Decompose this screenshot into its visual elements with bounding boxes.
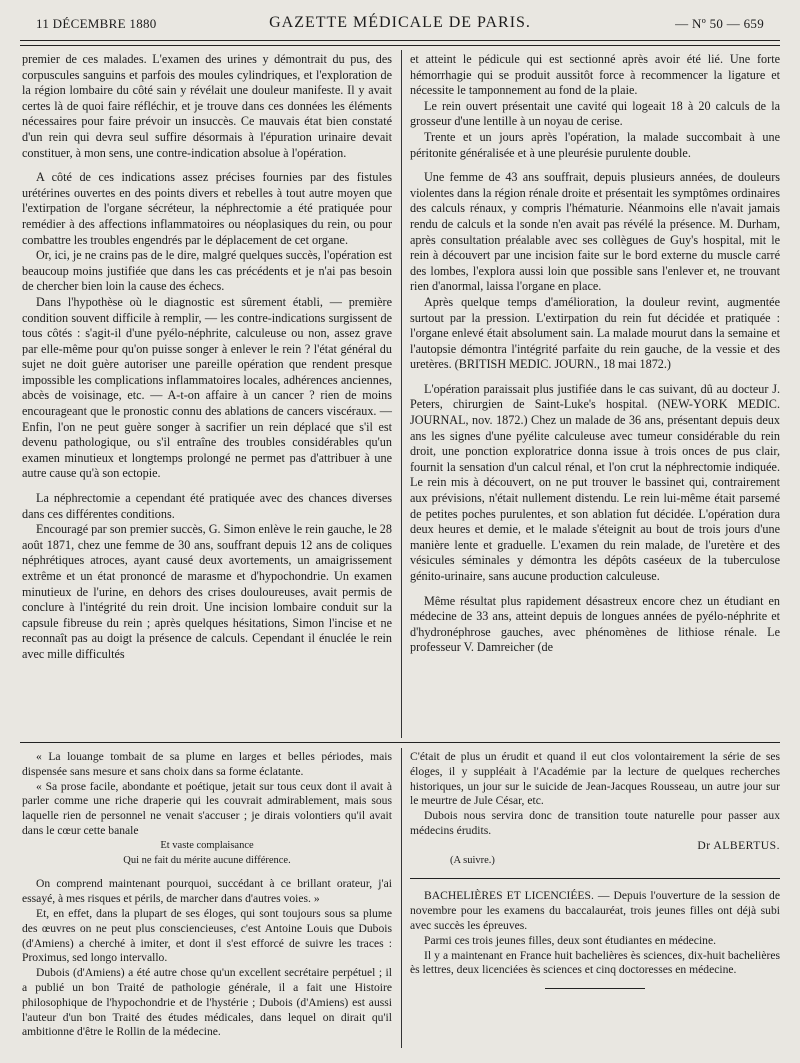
column-divider [401, 748, 402, 1048]
paragraph: On comprend maintenant pourquoi, succédant à ce brillant orateur, j'ai essayé, à mes risques et périls, de marcher dans d'autres voies. » [22, 877, 392, 906]
article-column-right [410, 52, 780, 656]
paragraph: Dubois nous servira donc de transition toute naturelle pour passer aux médecins érudits. [410, 809, 780, 837]
page-header [36, 10, 764, 36]
to-be-continued: (A suivre.) [450, 854, 495, 866]
paragraph: Après quelque temps d'amélioration, la douleur revint, augmentée surtout par la pression. L'extirpation du rein fut décidée et pratiquée : l'organe enlevé était absolument sain. La malade mourut dans la semaine et l'autopsie démontra l'intégrité parfaite du rein gauche, de la vessie et des uretères. (BRITISH MEDIC. JOURN., 18 mai 1872.) [410, 294, 780, 372]
issue-date: 11 DÉCEMBRE 1880 [36, 16, 157, 31]
column-divider [401, 50, 402, 738]
paragraph: A côté de ces indications assez précises fournies par des fistules urétérines ouvertes en des points divers et rebelles à tout autre moyen que l'extirpation de l'organe sécréteur, la néphrectomie a été pratiquée pour remédier à des affections inflammatoires ou néoplasiques du rein, ou pour combattre les troubles engendrés par le déplacement de cet organe. [22, 170, 392, 247]
paragraph: premier de ces malades. L'examen des urines y démontrait du pus, des corpuscules sanguins et parfois des moules cylindriques, et l'exploration de la région lombaire du côté sain y révélait une douleur manifeste. Il y avait certes là de quoi faire réfléchir, et je trouve dans ces données les éléments nécessaires pour faire prévoir un insuccès. Ce mauvais état bien constaté d'un rein qui devra seul suffire désormais à l'épuration urinaire devait constituer, à mon sens, une contre-indication absolue à l'opération. [22, 52, 392, 160]
author-signature: Dr ALBERTUS. [697, 838, 780, 852]
feuilleton-column-left [22, 750, 392, 1040]
paragraph: et atteint le pédicule qui est sectionné après avoir été lié. Une forte hémorrhagie qui se produit aussitôt force à recommencer la ligature et nécessite le tamponnement au fond de la plaie. [410, 52, 780, 98]
header-rule [20, 40, 780, 46]
closing-rule [545, 988, 645, 989]
paragraph: « Sa prose facile, abondante et poétique, jetait sur tous ceux dont il avait à parler comme une riche draperie qui les couvrait admirablement, mais sous laquelle rien de personnel ne venait s'accuser ; je dirais volontiers qu'il avait dans le cœur cette banale [22, 779, 392, 837]
paragraph: L'opération paraissait plus justifiée dans le cas suivant, dû au docteur J. Peters, chirurgien de Saint-Luke's hospital. (NEW-YORK MEDIC. JOURNAL, nov. 1872.) Chez un malade de 36 ans, présentant depuis deux ans les signes d'une pyélite calculeuse avec tumeur considérable du rein droit, une ponction exploratrice donna issue à trois onces de pus clair, fournit la sensation d'un calcul rénal, et l'on crut la néphrectomie indiquée. Le rein mis à découvert, on ne put trouver le bassinet qui, contrairement aux prévisions, n'était nullement distendu. Le rein lui-même était parsemé de petites poches purulentes, et son ablation fut décidée. L'opération dura deux heures et demie, et le malade s'éteignit au bout de trois jours d'une manière lente et graduelle. L'examen du rein malade, de l'uretère et des vésicules séminales y démontra les dépôts caséeux de la tuberculose génito-urinaire, sans aucune production calculeuse. [410, 381, 780, 583]
feuilleton-column-right [410, 750, 780, 989]
paragraph: Dubois (d'Amiens) a été autre chose qu'un excellent secrétaire perpétuel ; il a publié un bon Traité de pathologie générale, il a fait une Histoire philosophique de l'hypochondrie et de l'hystérie ; Dubois (d'Amiens) est aussi l'auteur d'un bon Traité des études médicales, dans lequel on dirait qu'il ambitionne d'être le Rollin de la médecine. [22, 966, 392, 1039]
paragraph: Parmi ces trois jeunes filles, deux sont étudiantes en médecine. [424, 933, 717, 947]
paragraph: Trente et un jours après l'opération, la malade succombait à une péritonite généralisée et à une pleurésie purulente double. [410, 129, 780, 160]
article-column-left [22, 52, 392, 663]
paragraph: « La louange tombait de sa plume en larges et belles périodes, mais dispensée sans mesure et sans choix dans sa forme éclatante. [22, 750, 392, 778]
paragraph: Encouragé par son premier succès, G. Simon enlève le rein gauche, le 28 août 1871, chez une femme de 30 ans, souffrant depuis 12 ans de coliques néphrétiques atroces, ayant causé deux avortements, un amaigrissement extrême et un état prononcé de marasme et d'hypochondrie. Un examen minutieux de l'urine, en dehors des crises douloureuses, avait permis de conclure à l'intégrité du rein droit. Une incision lombaire conduit sur la capsule fibreuse du rein ; après quelques hésitations, Simon l'incise et ne reconnaît pas au doigt la présence de calculs. Cependant il énuclée le rein avec mille difficultés [22, 522, 392, 661]
verse-line: Qui ne fait du mérite aucune différence. [123, 854, 291, 866]
paragraph: Il y a maintenant en France huit bachelières ès sciences, dix-huit bachelières ès lettres, deux licenciées ès sciences et cinq doctoresses en médecine. [410, 948, 780, 977]
feuilleton-rule [20, 742, 780, 743]
page-folio: — Nº 50 — 659 [675, 16, 764, 31]
section-rule [410, 878, 780, 879]
journal-title: GAZETTE MÉDICALE DE PARIS. [269, 14, 531, 31]
paragraph: Le rein ouvert présentait une cavité qui logeait 18 à 20 calculs de la grosseur d'une lentille à un noyau de cerise. [410, 98, 780, 129]
paragraph: Or, ici, je ne crains pas de le dire, malgré quelques succès, l'opération est beaucoup moins justifiée que dans les cas précédents et je n'ai pas besoin de chercher bien loin la cause des échecs. [22, 248, 392, 294]
paragraph: BACHELIÈRES ET LICENCIÉES. — Depuis l'ouverture de la session de novembre pour les examens du baccalauréat, trois jeunes filles ont déjà subi avec succès les épreuves. [410, 889, 780, 932]
paragraph: La néphrectomie a cependant été pratiquée avec des chances diverses dans ces différentes conditions. [22, 491, 392, 521]
paragraph: Une femme de 43 ans souffrait, depuis plusieurs années, de douleurs violentes dans la région rénale droite et présentait les symptômes ordinaires des calculs rénaux, y compris l'hématurie. Néanmoins elle n'avait jamais rendu de calculs et la sonde n'en avait pas révélé la présence. M. Durham, après consultation préalable avec ses collègues de Guy's hospital, mit le rein à découvert par une incision faite sur le bord externe du muscle carré des lombes, l'explora aussi loin que possible sans l'enlever et, ne trouvant rien d'anormal, laissa l'organe en place. [410, 170, 780, 294]
paragraph: Et, en effet, dans la plupart de ses éloges, qui sont toujours sous sa plume des œuvres on ne peut plus consciencieuses, c'est Antoine Louis que Dubois (d'Amiens) a cherché à imiter, et dont il s'est efforcé de suivre les traces : Proximus, sed longo intervallo. [22, 906, 392, 965]
paragraph: C'était de plus un érudit et quand il eut clos volontairement la série de ses éloges, il y suppléait à l'Académie par la lecture de quelques recherches historiques, un jour sur le suicide de Jean-Jacques Rousseau, un autre jour sur le meurtre de Jule César, etc. [410, 750, 780, 808]
verse-line: Et vaste complaisance [160, 839, 254, 851]
paragraph: Même résultat plus rapidement désastreux encore chez un étudiant en médecine de 33 ans, atteint depuis de longues années de pyélo-néphrite et d'hydronéphrose gauches, avec phénomènes de lithiose rénale. Le professeur V. Damreicher (de [410, 593, 780, 655]
paragraph: Dans l'hypothèse où le diagnostic est sûrement établi, — première condition souvent difficile à remplir, — les contre-indications surgissent de tous côtés : s'agit-il d'une pyélo-néphrite, calculeuse ou non, assez grave par elle-même pour qu'on puisse songer à enlever le rein ? l'état général du sujet ne doit guère autoriser une pareille opération que rendent presque impossible les complications inflammatoires locales, adhérences anciennes, abcès de voisinage, etc. — A-t-on affaire à un cancer ? rien de moins encourageant que le pronostic connu des ablations de cancers viscéraux. — Enfin, l'on ne peut guère songer à sacrifier un rein déplacé que s'il est devenu pathologique, ou s'il entraîne des troubles considérables qu'un examen minutieux et longtemps prolongé ne permet pas d'attribuer à une autre cause qu'à son ectopie. [22, 294, 392, 481]
